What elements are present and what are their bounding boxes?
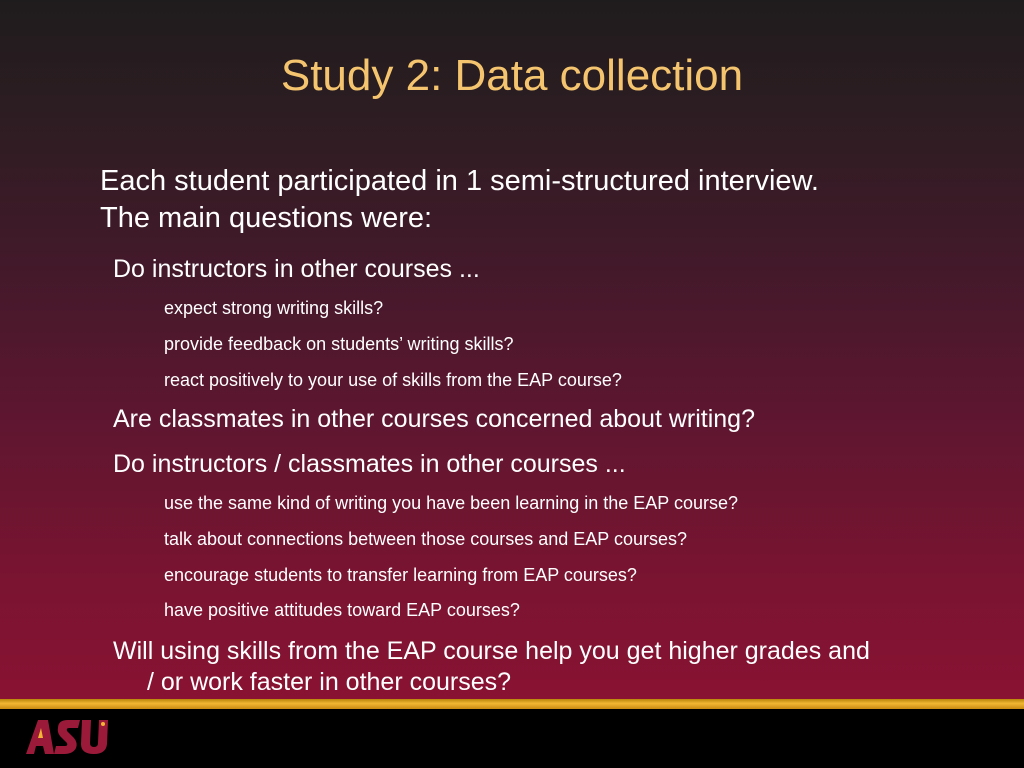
sub-question-1a: expect strong writing skills?: [164, 298, 384, 318]
footer-gold-stripe: [0, 699, 1024, 709]
slide-title: Study 2: Data collection: [280, 51, 744, 100]
sub-question-3c: encourage students to transfer learning from EAP courses?: [164, 565, 637, 585]
intro-line-1: Each student participated in 1 semi-structured interview.: [100, 165, 819, 197]
question-4-line-1: Will using skills from the EAP course help you get higher grades and: [113, 637, 870, 665]
sub-question-1b: provide feedback on students’ writing skills?: [164, 334, 514, 354]
intro-line-2: The main questions were:: [100, 202, 433, 234]
question-3: Do instructors / classmates in other courses ...: [113, 450, 626, 478]
footer-band: [0, 700, 1024, 768]
question-4-line-2: / or work faster in other courses?: [147, 668, 512, 696]
sub-question-1c: react positively to your use of skills from the EAP course?: [164, 370, 622, 390]
sub-question-3b: talk about connections between those courses and EAP courses?: [164, 529, 688, 549]
sub-question-3d: have positive attitudes toward EAP courses?: [164, 600, 520, 620]
question-4: [113, 636, 993, 698]
intro-text: [100, 163, 1000, 237]
question-2: Are classmates in other courses concerned about writing?: [113, 405, 755, 433]
question-1: Do instructors in other courses ...: [113, 255, 480, 283]
asu-logo: [24, 716, 114, 758]
sub-question-3a: use the same kind of writing you have been learning in the EAP course?: [164, 493, 739, 513]
